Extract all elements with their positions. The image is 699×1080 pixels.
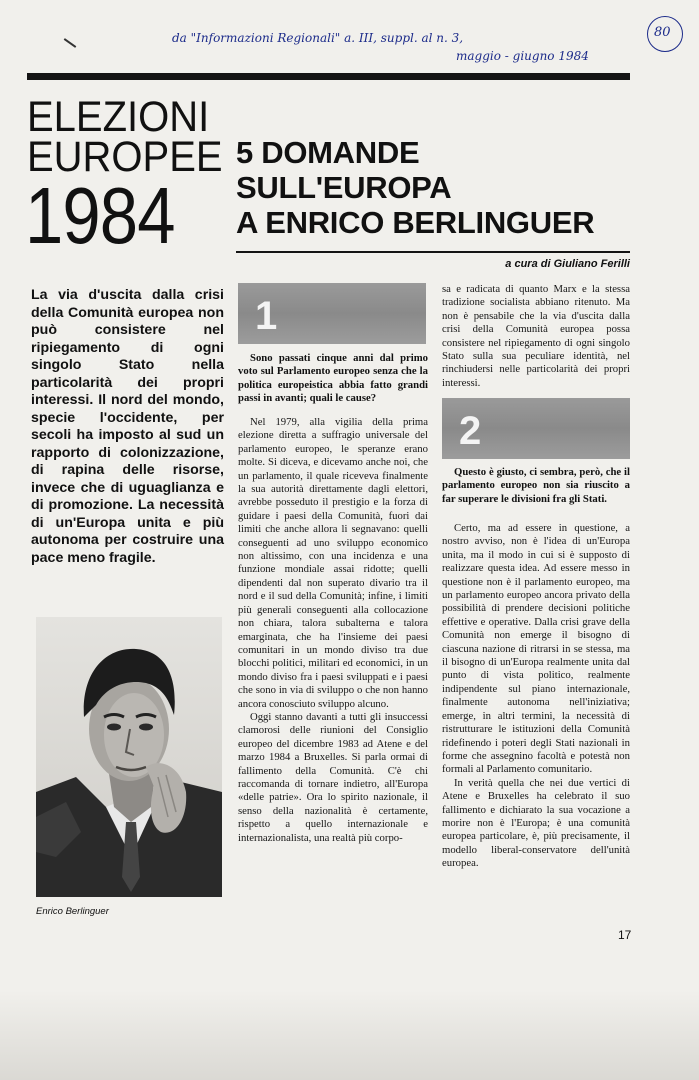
title-europee: EUROPEE — [27, 133, 223, 181]
title-year: 1984 — [25, 171, 175, 260]
question-1-number: 1 — [255, 294, 278, 338]
question-1-text — [238, 352, 428, 406]
title-elezioni: ELEZIONI — [27, 93, 210, 141]
question-1-box — [238, 283, 426, 344]
circled-number — [647, 16, 683, 52]
top-rule — [27, 73, 630, 80]
berlinguer-photo — [36, 617, 222, 897]
headline-line-2: SULL'EUROPA — [236, 170, 452, 205]
page-number: 17 — [618, 928, 632, 942]
question-2-number: 2 — [459, 409, 482, 453]
answer-1-continuation — [442, 283, 630, 390]
headline-line-3: A ENRICO BERLINGUER — [236, 205, 595, 240]
handwritten-source-note: da "Informazioni Regionali" a. III, suppl. al n. 3, — [172, 31, 464, 45]
pen-mark — [64, 38, 77, 48]
photo-caption: Enrico Berlinguer — [36, 906, 109, 917]
answer-1-paragraph-1: Nel 1979, alla vigilia della prima elezione diretta a suffragio universale del parlamento europeo, le speranze erano molte. Si diceva, e dicevamo anche noi, che un parlamento, il quale riceveva finalmente la sua autorità direttamente dagli elettori, avrebbe posseduto il prestigio e la forza di guidare i paesi della Comunità, fuori dai limiti che anche allora li segnavano: quelli conseguenti ad uno sviluppo economico non altissimo, con una incidenza e una funzione mondiale assai ridotte; quelli dipendenti dal non superato divario tra il nord e il sud della Comunità; infine, i limiti più generali conseguenti alla collocazione non chiara, talora subalterna e talora emarginata, che ha l'insieme dei paesi comunitari in un mondo diviso tra due blocchi politici, militari ed economici, in un mondo diviso fra i paesi sviluppati e i paesi che sono in via di sviluppo o che non hanno ancora conosciuto sviluppo alcuno. — [238, 416, 428, 710]
headline-line-1: 5 DOMANDE — [236, 135, 420, 170]
handwritten-date-note: maggio - giugno 1984 — [456, 49, 589, 63]
question-2-paragraph: Questo è giusto, ci sembra, però, che il parlamento europeo non sia riuscito a far superare le divisioni fra gli Stati. — [442, 466, 630, 505]
answer-2-column — [442, 522, 630, 871]
scan-bottom-shade — [0, 990, 699, 1080]
question-2-box — [442, 398, 630, 459]
portrait-illustration — [36, 617, 222, 897]
answer-1-column — [238, 416, 428, 845]
intro-paragraph: La via d'uscita dalla crisi della Comunità europea non può consistere nel ripiegamento di ogni singolo Stato nella particolarità dei propri interessi. Il nord del mondo, specie l'occidente, per secoli ha imposto al sud un rapporto di colonizzazione, di rapina delle risorse, invece che di uguaglianza e di promozione. La necessità di un'Europa unita e più autonoma per costruire una pace meno fragile. — [31, 287, 224, 566]
question-2-text — [442, 466, 630, 506]
answer-2-paragraph-2: In verità quella che nei due vertici di Atene e Bruxelles ha celebrato il suo fallimento e dichiarato la sua vocazione a morire non è l'Europa; è una comunità europea particolare, è, più precisamente, il modello liberal-conservatore dell'unità europea. — [442, 776, 630, 870]
byline: a cura di Giuliano Ferilli — [505, 258, 630, 270]
answer-1-continuation-paragraph: sa e radicata di quanto Marx e la stessa tradizione socialista abbiano ritenuto. Ma non è pensabile che la via d'uscita dalla crisi della Comunità europea possa consistere nel ripiegamento di ogni singolo Stato sulla sua peculiare identità, nel rinchiudersi nelle particolarità dei propri interessi. — [442, 283, 630, 389]
answer-1-paragraph-2: Oggi stanno davanti a tutti gli insuccessi clamorosi delle riunioni del Consiglio europeo del dicembre 1983 ad Atene e del marzo 1984 a Bruxelles. Si parla ormai di fallimento della Comunità. C'è chi raccomanda di tornare indietro, all'Europa «delle patrie». Ora lo spirito nazionale, il senso della nazionalità è certamente, rispetto a quello internazionale e internazionalista, una realtà più corpo- — [238, 710, 428, 844]
question-1-paragraph: Sono passati cinque anni dal primo voto sul Parlamento europeo senza che la politica europeistica abbia fatto grandi passi in avanti; quali le cause? — [238, 352, 428, 405]
answer-2-paragraph-1: Certo, ma ad essere in questione, a nostro avviso, non è l'idea di un'Europa unita, ma il modo in cui si è supposto di realizzare questa idea. Ad essere messo in questione non è il parlamento europeo, ma un parlamento europeo ancora privato della possibilità di prendere decisioni politiche effettive e operative. Dalla crisi grave della Comunità non emerge il bisogno di ciascuna nazione di ritrarsi in se stessa, ma il bisogno di un'Europa realmente unita dal punto di vista politico, realmente indipendente sul piano internazionale, finalmente autonoma nell'iniziativa; emerge, in altri termini, la necessità di ristrutturare le istituzioni della Comunità ridefinendo i poteri degli Stati nazionali in forme che assegnino facoltà e potestà non formali al Parlamento comunitario. — [442, 522, 630, 776]
circled-number-text: 80 — [654, 25, 671, 40]
byline-rule — [236, 251, 630, 253]
